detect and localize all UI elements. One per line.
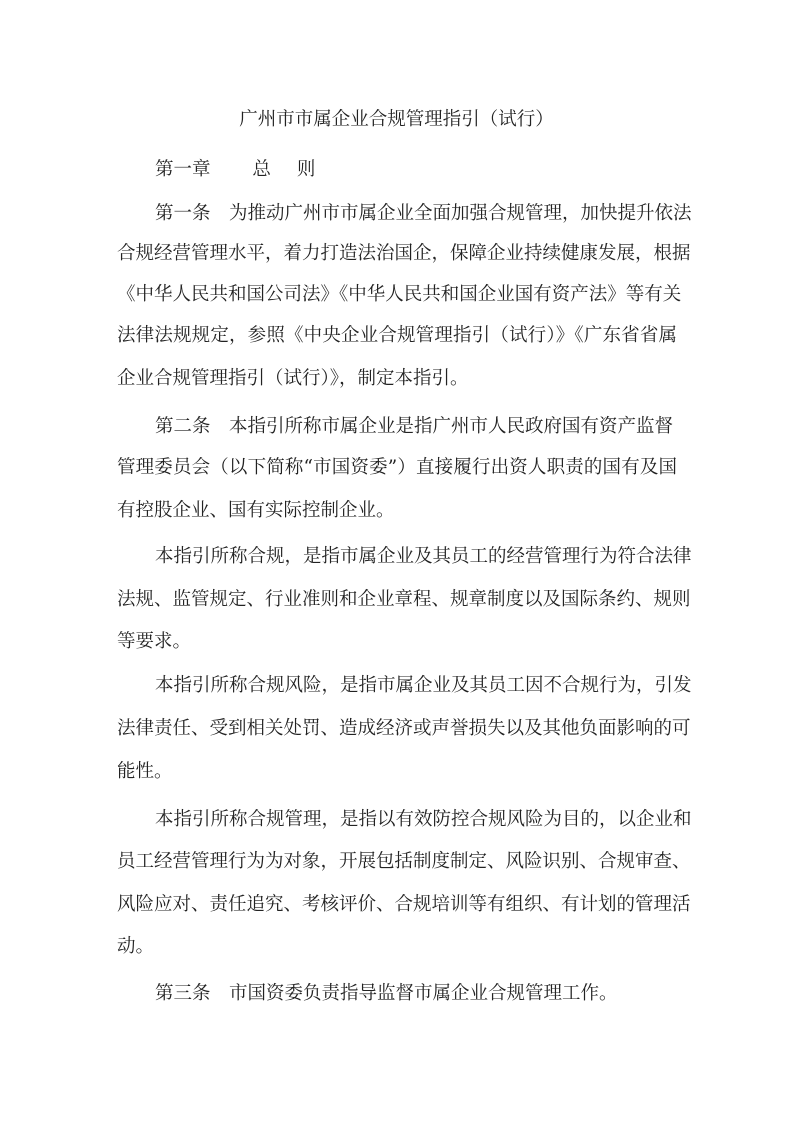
definition-risk-line: 法律责任、受到相关处罚、造成经济或声誉损失以及其他负面影响的可 — [117, 718, 691, 739]
definition-management-line: 员工经营管理行为为对象，开展包括制度制定、风险识别、合规审查、 — [117, 851, 691, 872]
definition-compliance-line: 等要求。 — [117, 631, 192, 652]
definition-management-line: 本指引所称合规管理，是指以有效防控合规风险为目的，以企业和 — [155, 809, 692, 830]
chapter-name-2: 则 — [296, 159, 316, 180]
chapter-name-1: 总 — [252, 159, 271, 180]
definition-risk-line: 能性。 — [117, 761, 173, 782]
article-2-line: 有控股企业、国有实际控制企业。 — [117, 500, 395, 521]
article-3-line: 第三条 市国资委负责指导监督市属企业合规管理工作。 — [155, 983, 618, 1004]
article-1-line: 企业合规管理指引（试行）》，制定本指引。 — [117, 368, 469, 389]
definition-compliance-line: 本指引所称合规，是指市属企业及其员工的经营管理行为符合法律 — [155, 546, 692, 567]
article-2-line: 管理委员会（以下简称“市国资委”）直接履行出资人职责的国有及国 — [117, 457, 677, 478]
article-1-line: 《中华人民共和国公司法》《中华人民共和国企业国有资产法》等有关 — [117, 284, 682, 305]
chapter-number: 第一章 — [155, 159, 211, 180]
definition-management-line: 风险应对、责任追究、考核评价、合规培训等有组织、有计划的管理活 — [117, 894, 691, 915]
document-title: 广州市市属企业合规管理指引（试行） — [239, 109, 554, 130]
definition-risk-line: 本指引所称合规风险，是指市属企业及其员工因不合规行为，引发 — [155, 675, 692, 696]
article-1-line: 合规经营管理水平，着力打造法治国企，保障企业持续健康发展，根据 — [117, 243, 691, 264]
article-1-line: 第一条 为推动广州市市属企业全面加强合规管理，加快提升依法 — [155, 203, 692, 224]
article-2-line: 第二条 本指引所称市属企业是指广州市人民政府国有资产监督 — [155, 416, 674, 437]
definition-compliance-line: 法规、监管规定、行业准则和企业章程、规章制度以及国际条约、规则 — [117, 589, 691, 610]
definition-management-line: 动。 — [117, 936, 155, 957]
chapter-heading — [155, 155, 315, 181]
article-1-line: 法律法规规定，参照《中央企业合规管理指引（试行）》《广东省省属 — [117, 325, 677, 346]
